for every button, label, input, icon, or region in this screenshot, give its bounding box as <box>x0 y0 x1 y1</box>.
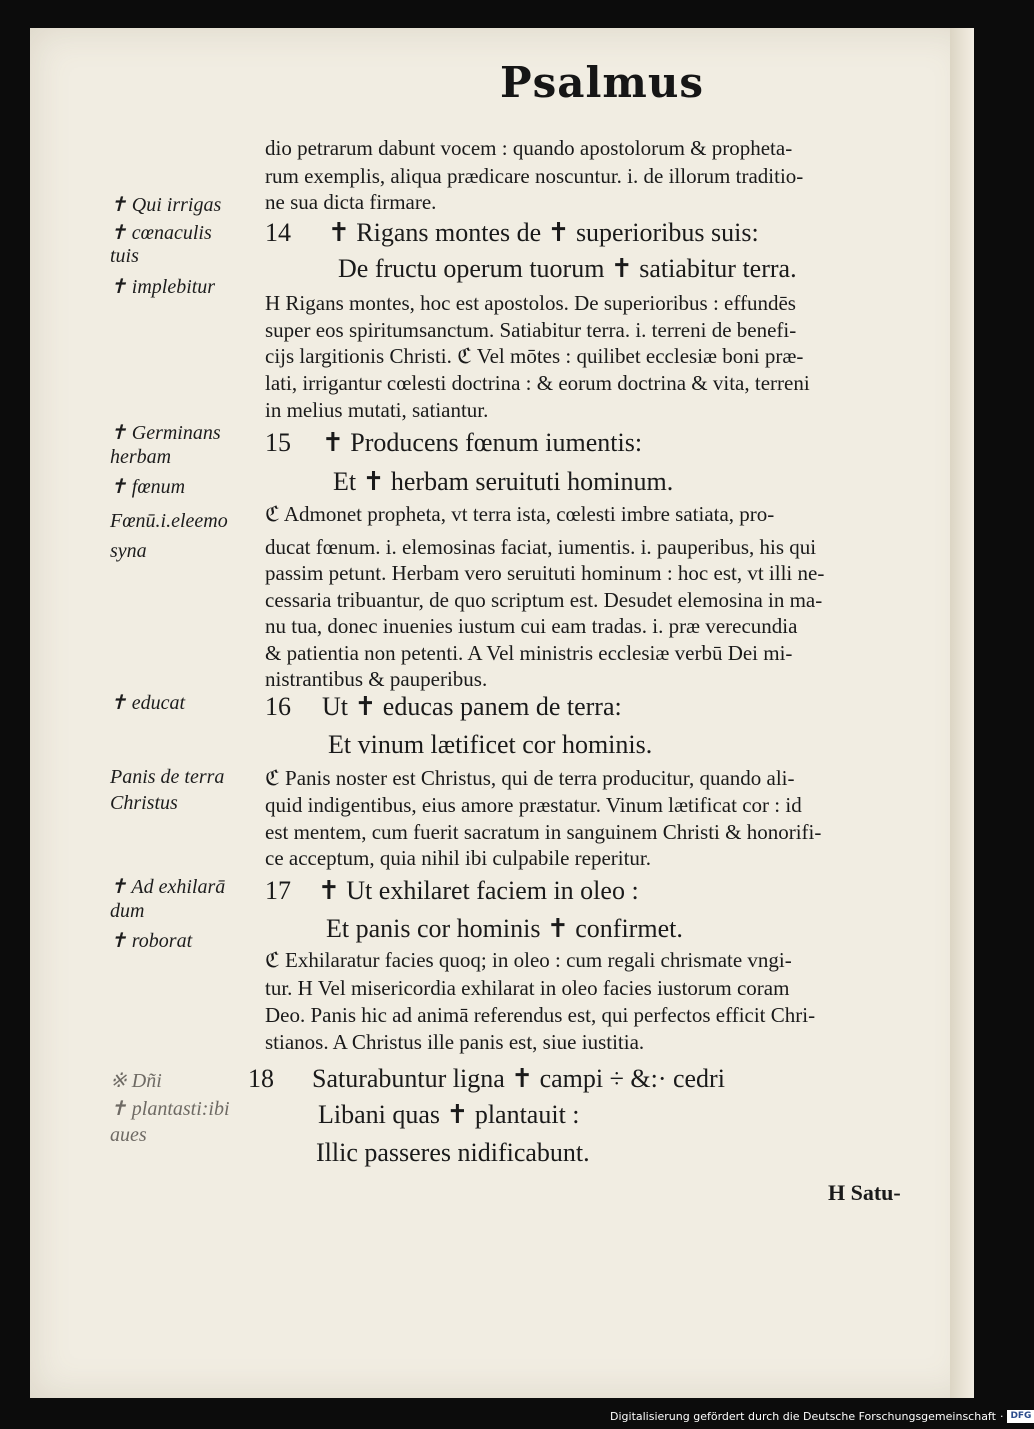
margin-gloss: aues <box>110 1124 147 1146</box>
commentary-line: stianos. A Christus ille panis est, siue iustitia. <box>265 1030 645 1054</box>
verse-line: Et panis cor hominis ✝ confirmet. <box>326 914 683 943</box>
margin-gloss: Panis de terra <box>110 766 225 788</box>
commentary-line: & patientia non petenti. A Vel ministris ecclesiæ verbū Dei mi- <box>265 641 793 665</box>
commentary-line: quid indigentibus, eius amore præstatur. Vinum lætificat cor : id <box>265 793 802 817</box>
verse-number: 17 <box>265 876 291 905</box>
margin-gloss: ✝ roborat <box>110 930 193 952</box>
commentary-line: ℭ Exhilaratur facies quoq; in oleo : cum regali chrismate vngi- <box>265 948 792 972</box>
verse-number: 15 <box>265 428 291 457</box>
verse-number: 16 <box>265 692 291 721</box>
commentary-line: ducat fœnum. i. elemosinas faciat, iumentis. i. pauperibus, his qui <box>265 535 817 559</box>
text-line: dio petrarum dabunt vocem : quando apostolorum & propheta- <box>265 136 793 160</box>
commentary-line: H Rigans montes, hoc est apostolos. De superioribus : effundēs <box>265 291 796 315</box>
commentary-line: passim petunt. Herbam vero seruituti hominum : hoc est, vt illi ne- <box>265 561 825 585</box>
catchword: H Satu- <box>828 1180 901 1205</box>
commentary-line: in melius mutati, satiantur. <box>265 398 489 422</box>
verse-number: 18 <box>248 1064 274 1093</box>
margin-gloss: ✝ plantasti:ibi <box>110 1098 230 1120</box>
margin-gloss: dum <box>110 900 145 922</box>
verse-line: ✝ Rigans montes de ✝ superioribus suis: <box>328 218 759 247</box>
commentary-line: Deo. Panis hic ad animā referendus est, qui perfectos efficit Chri- <box>265 1003 816 1027</box>
margin-gloss: Christus <box>110 792 178 814</box>
text-line: rum exemplis, aliqua prædicare noscuntur. i. de illorum traditio- <box>265 164 804 188</box>
margin-gloss: ✝ cœnaculis <box>110 222 212 244</box>
verse-line: Saturabuntur ligna ✝ campi ÷ &:· cedri <box>312 1064 725 1093</box>
margin-gloss: syna <box>110 540 147 562</box>
commentary-line: cijs largitionis Christi. ℭ Vel mōtes : quilibet ecclesiæ boni præ- <box>265 344 804 368</box>
page-edge <box>950 28 974 1398</box>
margin-gloss: ✝ fœnum <box>110 476 186 498</box>
footer-separator: · <box>999 1409 1004 1423</box>
verse-line: Illic passeres nidificabunt. <box>316 1138 590 1167</box>
margin-gloss: ✝ Qui irrigas <box>110 194 222 216</box>
commentary-line: ce acceptum, quia nihil ibi culpabile reperitur. <box>265 846 652 870</box>
text-line: ne sua dicta firmare. <box>265 190 437 214</box>
margin-gloss: Fœnū.i.eleemo <box>110 510 228 532</box>
commentary-line: super eos spiritumsanctum. Satiabitur terra. i. terreni de benefi- <box>265 318 797 342</box>
commentary-line: nistrantibus & pauperibus. <box>265 667 488 691</box>
margin-gloss: ✝ implebitur <box>110 276 216 298</box>
margin-gloss: ✝ educat <box>110 692 186 714</box>
margin-gloss: tuis <box>110 245 139 267</box>
verse-line: Libani quas ✝ plantauit : <box>318 1100 580 1129</box>
commentary-line: ℭ Admonet propheta, vt terra ista, cœlesti imbre satiata, pro- <box>265 502 775 526</box>
commentary-line: est mentem, cum fuerit sacratum in sanguinem Christi & honorifi- <box>265 820 822 844</box>
margin-gloss: herbam <box>110 446 172 468</box>
verse-line: ✝ Producens fœnum iumentis: <box>322 428 643 457</box>
commentary-line: ℭ Panis noster est Christus, qui de terra producitur, quando ali- <box>265 766 795 790</box>
commentary-line: nu tua, donec inuenies iustum cui eam tradas. i. præ verecundia <box>265 614 798 638</box>
commentary-line: lati, irrigantur cœlesti doctrina : & eorum doctrina & vita, terreni <box>265 371 810 395</box>
margin-gloss: ✝ Ad exhilarā <box>110 876 226 898</box>
commentary-line: cessaria tribuantur, de quo scriptum est. Desudet elemosina in ma- <box>265 588 823 612</box>
digitization-footer <box>610 1408 1032 1424</box>
running-header: Psalmus <box>500 58 705 107</box>
margin-gloss: ※ Dñi <box>110 1070 162 1092</box>
verse-line: ✝ Ut exhilaret faciem in oleo : <box>318 876 639 905</box>
commentary-line: tur. H Vel misericordia exhilarat in oleo facies iustorum coram <box>265 976 790 1000</box>
verse-line: Et vinum lætificet cor hominis. <box>328 730 653 759</box>
verse-line: Et ✝ herbam seruituti hominum. <box>333 467 674 496</box>
footer-credit: Digitalisierung gefördert durch die Deutsche Forschungsgemeinschaft <box>610 1409 996 1423</box>
verse-number: 14 <box>265 218 291 247</box>
margin-gloss: ✝ Germinans <box>110 422 221 444</box>
verse-line: De fructu operum tuorum ✝ satiabitur terra. <box>338 254 797 283</box>
verse-line: Ut ✝ educas panem de terra: <box>322 692 622 721</box>
dfg-logo: DFG <box>1007 1410 1034 1423</box>
